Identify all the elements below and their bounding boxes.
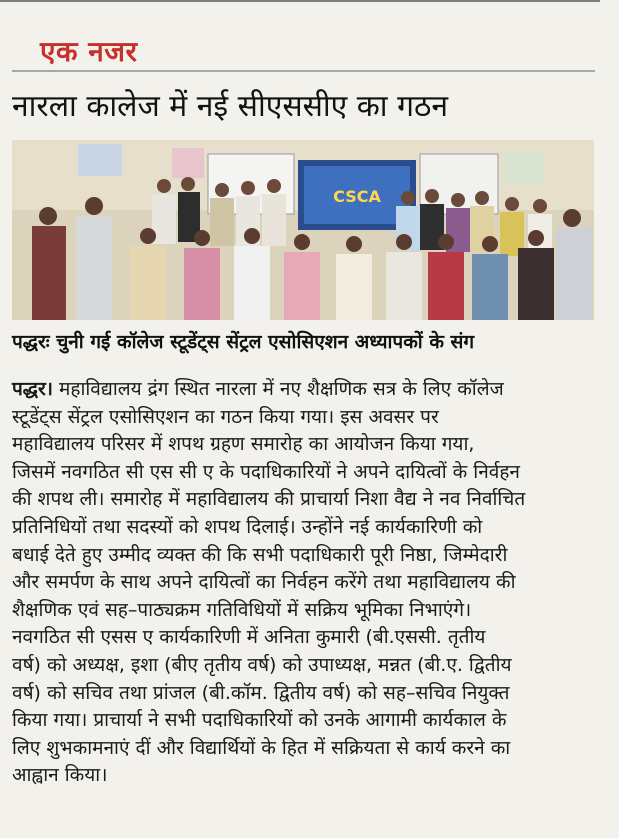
article-line: किया गया। प्राचार्या ने सभी पदाधिकारियों को उनके आगामी कार्यकाल के	[12, 709, 507, 732]
article-line: बधाई देते हुए उम्मीद व्यक्त की कि सभी पदाधिकारी पूरी निष्ठा, जिम्मेदारी	[12, 543, 508, 566]
section-label: एक नजर	[40, 35, 138, 68]
top-divider	[0, 0, 600, 2]
article-line: महाविद्यालय परिसर में शपथ ग्रहण समारोह का आयोजन किया गया,	[12, 433, 475, 456]
photo-caption: पद्धरः चुनी गई कॉलेज स्टूडेंट्स सेंट्रल एसोसिएशन अध्यापकों के संग	[12, 331, 475, 353]
article-line: की शपथ ली। समारोह में महाविद्यालय की प्राचार्या निशा वैद्य ने नव निर्वाचित	[12, 488, 526, 511]
group-photo-icon	[12, 140, 594, 320]
headline: नारला कालेज में नई सीएससीए का गठन	[12, 89, 449, 124]
article-line: स्टूडेंट्स सेंट्रल एसोसिएशन का गठन किया गया। इस अवसर पर	[12, 405, 439, 428]
article-line: वर्ष) को अध्यक्ष, इशा (बीए तृतीय वर्ष) को उपाध्यक्ष, मन्नत (बी.ए. द्वितीय	[12, 653, 512, 676]
article-line: प्रतिनिधियों तथा सदस्यों को शपथ दिलाई। उन्होंने नई कार्यकारिणी को	[12, 515, 483, 538]
article-body	[12, 376, 595, 790]
article-line: वर्ष) को सचिव तथा प्रांजल (बी.कॉम. द्वितीय वर्ष) को सह–सचिव नियुक्त	[12, 681, 510, 704]
article-line: जिसमें नवगठित सी एस सी ए के पदाधिकारियों ने अपने दायित्वों के निर्वहन	[12, 460, 520, 483]
dateline: पद्धर।	[12, 378, 53, 400]
article-line: नवगठित सी एसस ए कार्यकारिणी में अनिता कुमारी (बी.एससी. तृतीय	[12, 626, 486, 649]
group-photo	[12, 140, 594, 320]
article-line: लिए शुभकामनाएं दीं और विद्यार्थियों के हित में सक्रियता से कार्य करने का	[12, 736, 511, 759]
article-line: शैक्षणिक एवं सह–पाठ्यक्रम गतिविधियों में सक्रिय भूमिका निभाएंगे।	[12, 598, 472, 621]
article-line: आह्वान किया।	[12, 764, 108, 787]
article-line: पद्धर। महाविद्यालय द्रंग स्थित नारला में नए शैक्षणिक सत्र के लिए कॉलेज	[12, 378, 504, 400]
article-line: और समर्पण के साथ अपने दायित्वों का निर्वहन करेंगे तथा महाविद्यालय की	[12, 571, 516, 594]
section-divider	[12, 70, 595, 72]
banner-text: CSCA	[333, 187, 381, 206]
